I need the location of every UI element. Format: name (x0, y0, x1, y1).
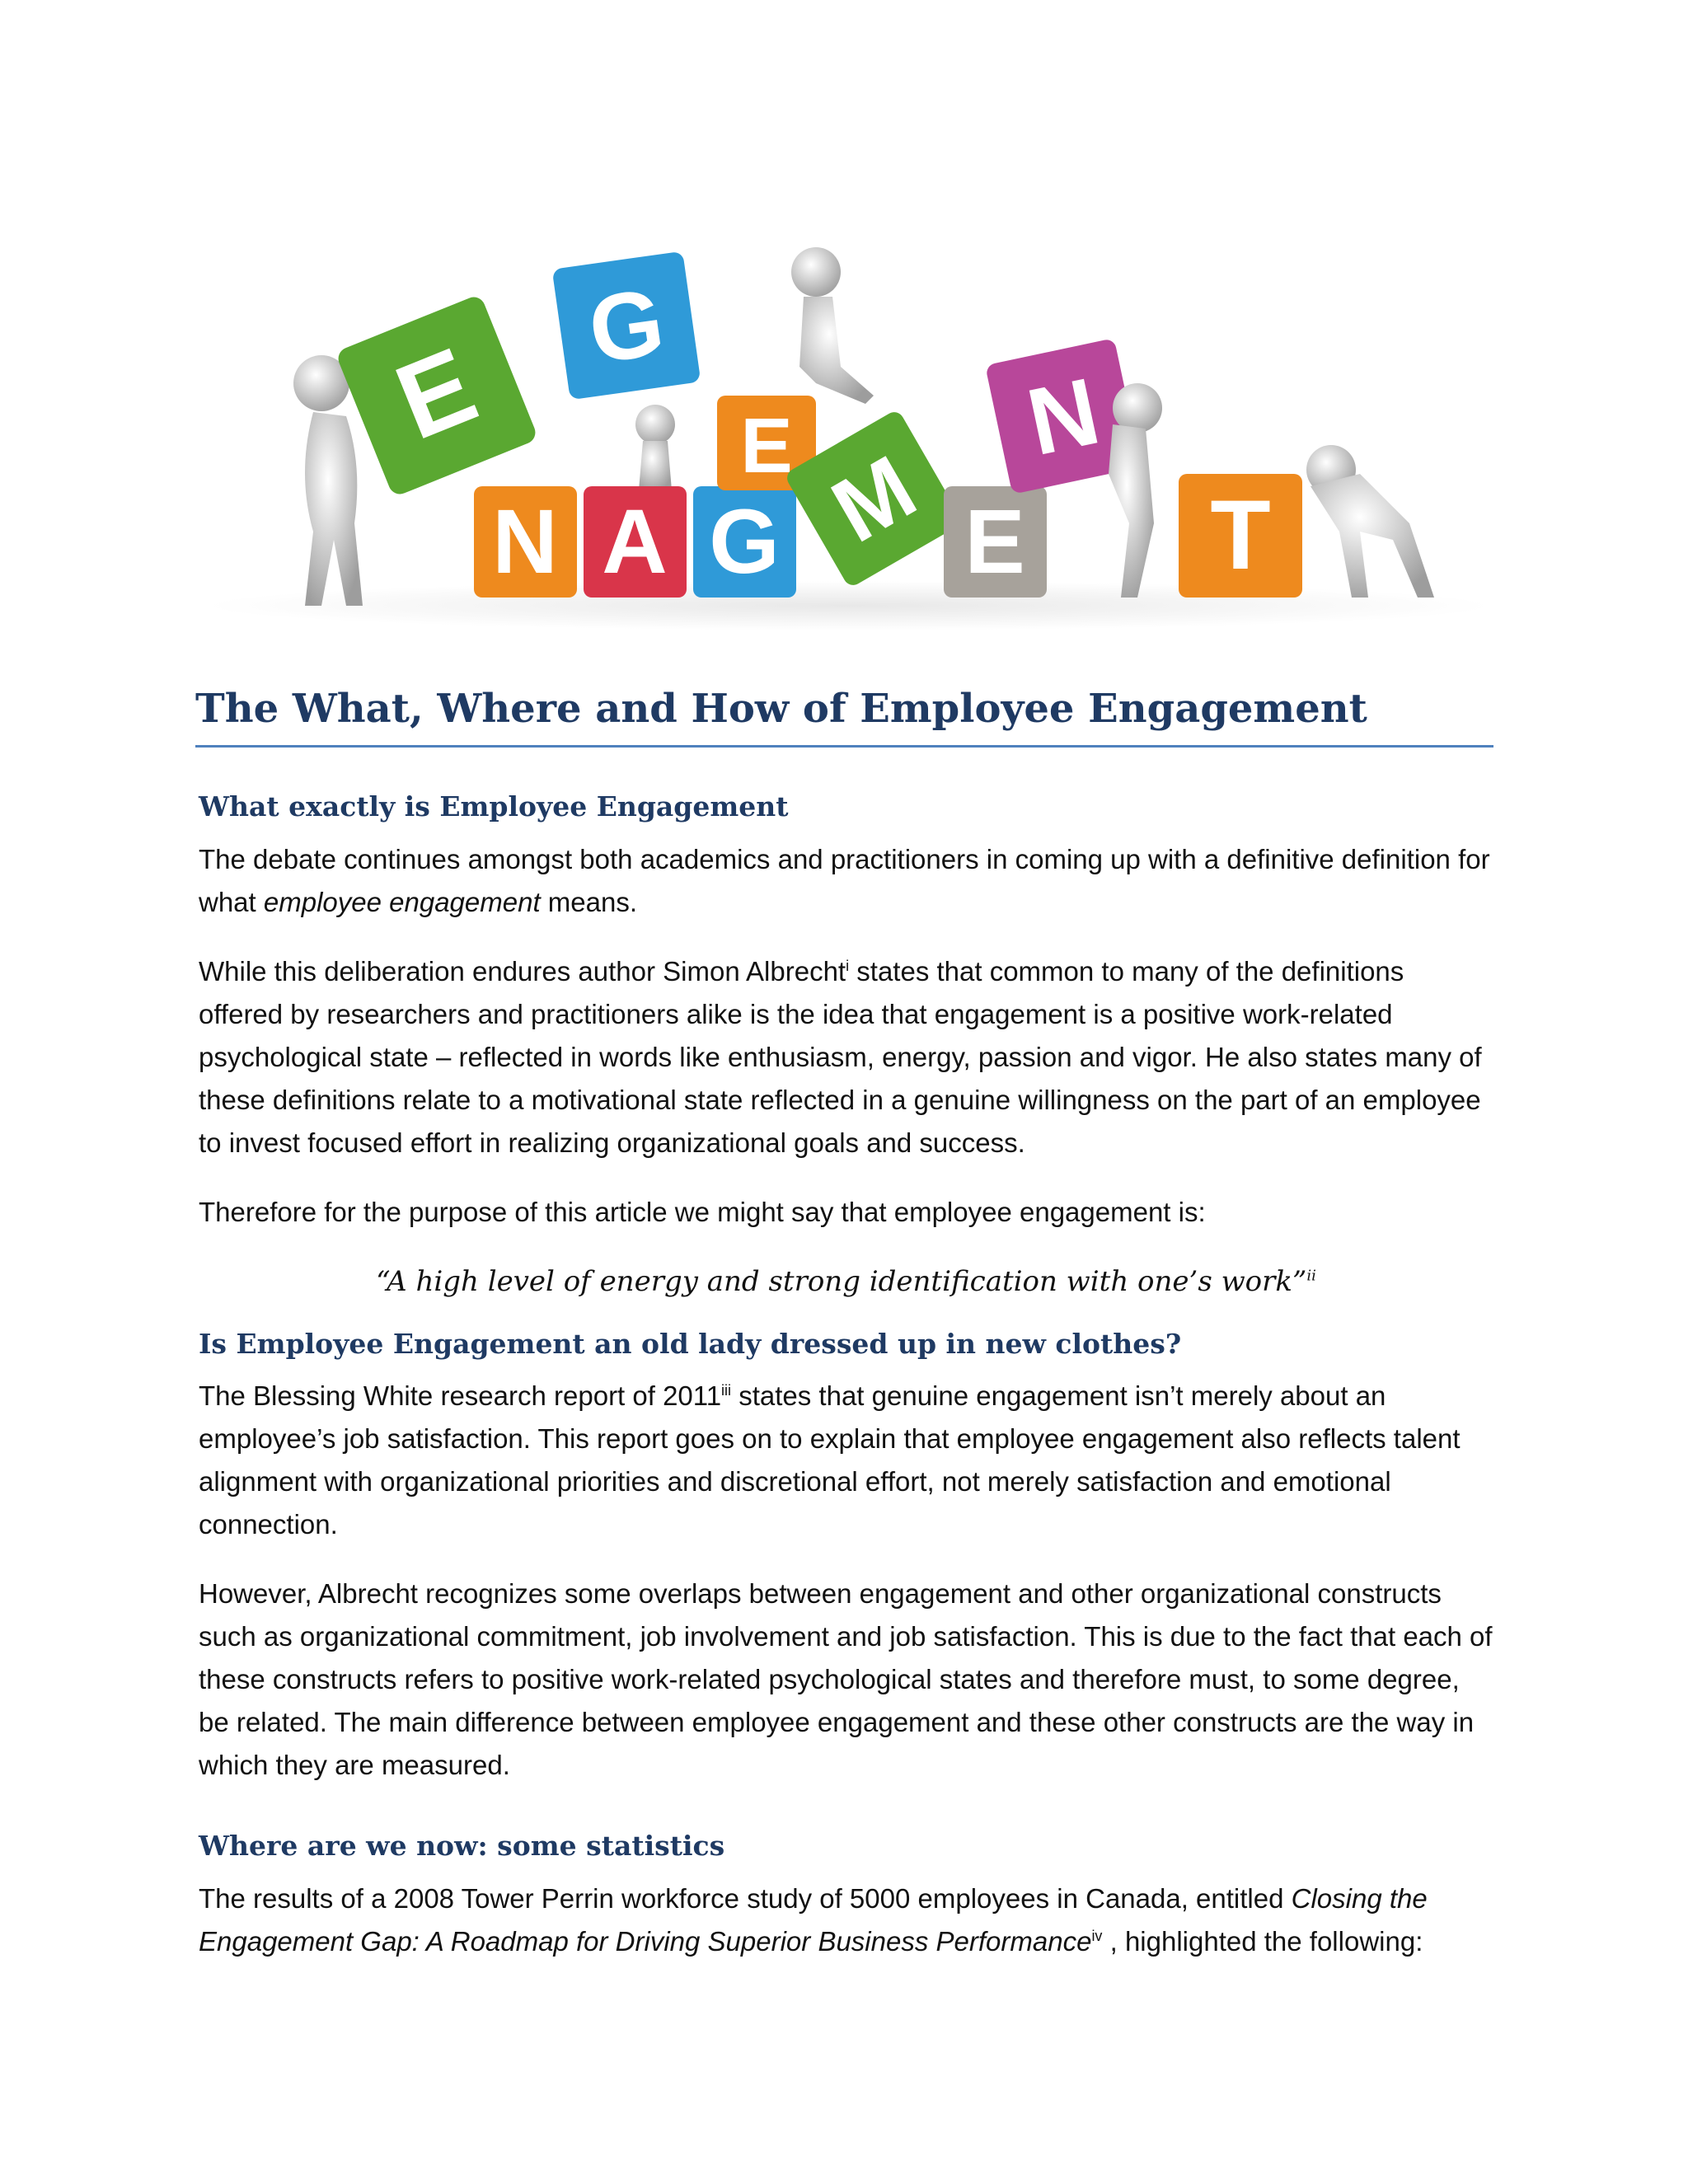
svg-text:T: T (1210, 480, 1271, 590)
text-run: means. (540, 886, 638, 917)
svg-text:A: A (602, 491, 668, 593)
paragraph: However, Albrecht recognizes some overlaps between engagement and other organizational constructs such as organizational commitment, job involvement and job satisfaction. This is due to the fact that each of these constructs refers to positive work-related psychological states and therefore must, to some degree, be related. The main difference between employee engagement and these other constructs are the way in which they are measured. (199, 1578, 1493, 1781)
footnote-ref: iv (1091, 1927, 1103, 1944)
text-run: The results of a 2008 Tower Perrin workforce study of 5000 employees in Canada, entitled (199, 1882, 1292, 1914)
svg-text:M: M (815, 436, 932, 562)
engagement-hero-image (190, 177, 1508, 639)
block-n-orange (474, 486, 577, 598)
definition-quote (199, 1260, 1493, 1303)
svg-text:N: N (492, 491, 558, 593)
emphasis: Closing the Engagement Gap: A Roadmap for Driving Superior Business Performance (199, 1882, 1428, 1957)
footnote-ref: ii (1306, 1267, 1316, 1285)
block-e-gray (944, 486, 1047, 598)
section-heading-old-lady: Is Employee Engagement an old lady dressed up in new clothes? (199, 1327, 1182, 1360)
block-e-green (335, 293, 538, 497)
section-heading-statistics: Where are we now: some statistics (199, 1830, 725, 1863)
text-run: While this deliberation endures author Simon Albrecht (199, 955, 846, 987)
page-title: The What, Where and How of Employee Engagement (195, 684, 1493, 748)
figure-sitting (791, 247, 874, 404)
svg-text:E: E (380, 324, 492, 463)
block-g-blue (552, 251, 701, 401)
paragraph: Therefore for the purpose of this article we might say that employee engagement is: (199, 1196, 1206, 1227)
text-run: states that common to many of the definitions offered by researchers and practitioners alike is the idea that engagement is a positive work-related psychological state – reflected in words like enthusiasm, energy, passion and vigor. He also states many of these definitions relate to a motivational state reflected in a genuine willingness on the part of an employee to invest focused effort in realizing organizational goals and success. (199, 955, 1482, 1158)
block-g2-blue (693, 486, 796, 598)
text-run: The debate continues amongst both academics and practitioners in coming up with a definitive definition for what (199, 843, 1490, 917)
figure-under-g (635, 405, 675, 490)
text-run: states that genuine engagement isn’t merely about an employee’s job satisfaction. This report goes on to explain that employee engagement also reflects talent alignment with organizational priorities and discretional effort, not merely satisfaction and emotional connection. (199, 1380, 1461, 1540)
figure-right (1306, 445, 1434, 598)
svg-text:E: E (964, 491, 1025, 593)
block-a-red (584, 486, 687, 598)
article-body (195, 684, 1493, 1990)
footnote-ref: i (846, 957, 850, 974)
block-t-orange (1179, 474, 1302, 598)
figure-right-mid (1109, 383, 1162, 598)
paragraph (199, 1877, 1493, 1963)
paragraph (199, 1375, 1493, 1546)
svg-text:N: N (1019, 358, 1109, 476)
svg-text:G: G (709, 491, 780, 593)
paragraph (199, 838, 1493, 924)
svg-text:G: G (582, 269, 671, 384)
footnote-ref: iii (721, 1382, 732, 1399)
text-run: The Blessing White research report of 2011 (199, 1380, 722, 1412)
svg-text:E: E (740, 402, 793, 490)
emphasis: employee engagement (263, 886, 541, 917)
paragraph (199, 950, 1493, 1165)
quote-text: “A high level of energy and strong identification with one’s work” (376, 1264, 1307, 1298)
text-run: , highlighted the following: (1102, 1925, 1423, 1957)
section-heading-what: What exactly is Employee Engagement (199, 790, 789, 823)
